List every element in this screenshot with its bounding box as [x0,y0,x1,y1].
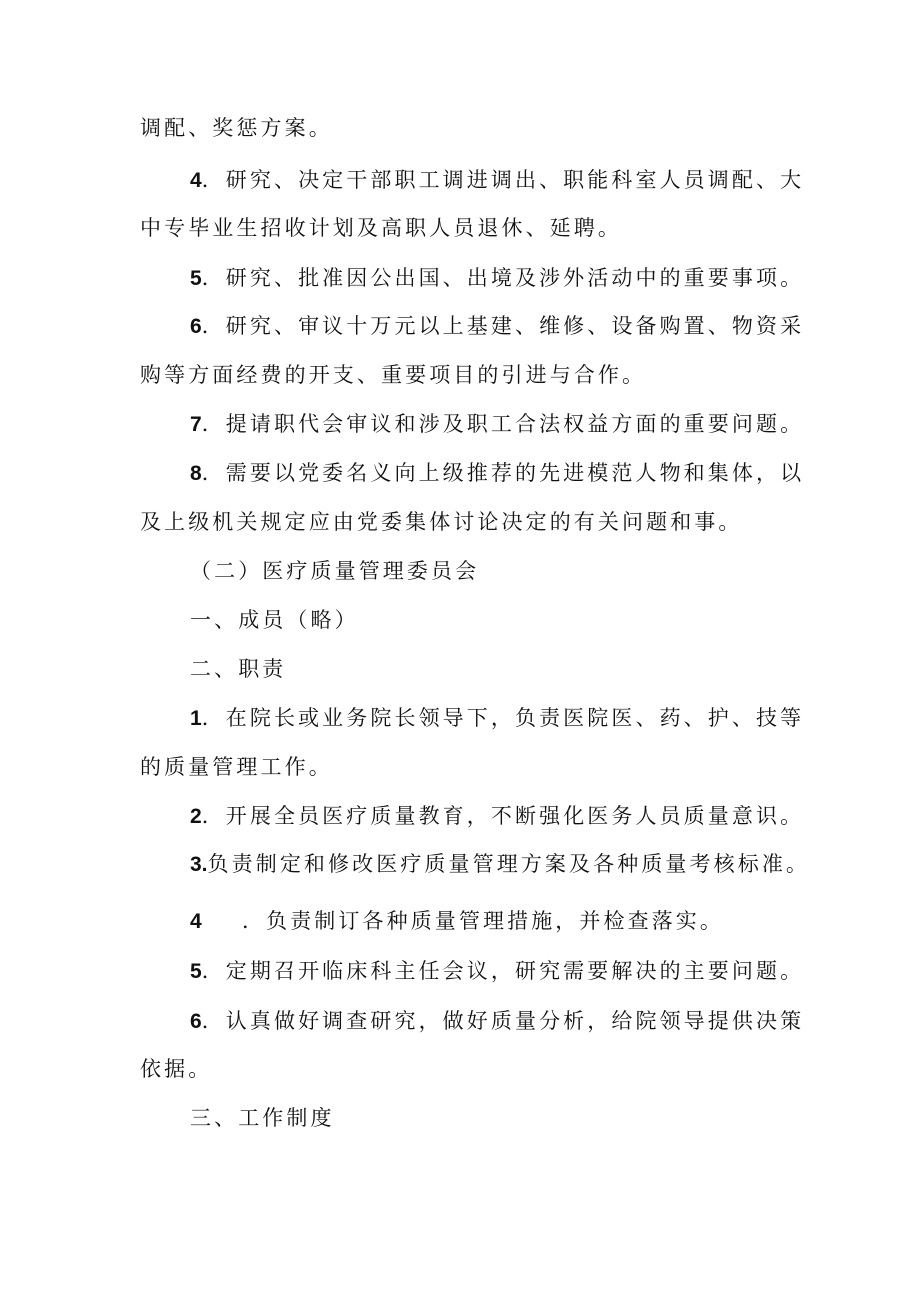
line-text: ．研究、决定干部职工调进调出、职能科室人员调配、大 [201,168,805,192]
paragraph-line [190,906,724,937]
line-text: ．在院长或业务院长领导下，负责医院医、药、护、技等 [201,706,805,730]
paragraph-line [190,849,810,880]
line-text: 一、成员（略） [190,608,359,632]
line-text: ．开展全员医疗质量教育，不断强化医务人员质量意识。 [201,804,805,828]
line-text: ．需要以党委名义向上级推荐的先进模范人物和集体，以 [201,461,805,485]
item-number: 2 [190,805,202,828]
section-heading [190,1103,335,1134]
line-text: 负责制定和修改医疗质量管理方案及各种质量考核标准。 [207,852,811,876]
paragraph-line [190,801,804,832]
paragraph-line [140,360,646,391]
line-text: 依据。 [140,1057,213,1081]
item-number: 4 [190,169,202,192]
item-number: 6 [190,1010,202,1033]
line-text: 中专毕业生招收计划及高职人员退休、延聘。 [140,216,622,240]
paragraph-line [140,113,333,144]
section-heading [190,605,359,636]
paragraph-line [140,752,333,783]
paragraph-line [140,507,743,538]
item-number: 8 [190,462,202,485]
line-text: 三、工作制度 [190,1106,335,1130]
line-text: ．认真做好调查研究，做好质量分析，给院领导提供决策 [201,1009,805,1033]
item-number: 4 [190,910,202,933]
paragraph-line [190,409,804,440]
line-text: 二、职责 [190,657,287,681]
paragraph-line [190,703,804,734]
line-text: （二）医疗质量管理委员会 [190,559,480,583]
item-number: 7 [190,413,202,436]
paragraph-line [140,1054,212,1085]
paragraph-line [190,458,804,489]
paragraph-line [190,311,804,342]
paragraph-line [140,213,622,244]
section-heading [190,654,286,685]
section-heading [190,556,479,587]
line-text: 购等方面经费的开支、重要项目的引进与合作。 [140,363,647,387]
paragraph-line [190,165,804,196]
line-text: ．研究、审议十万元以上基建、维修、设备购置、物资采 [201,314,805,338]
line-text: 及上级机关规定应由党委集体讨论决定的有关问题和事。 [140,510,743,534]
item-number: 5 [190,267,202,290]
paragraph-line [190,263,804,294]
line-text: ．负责制订各种质量管理措施，并检查落实。 [242,909,724,933]
line-text: 的质量管理工作。 [140,755,333,779]
line-text: 调配、奖惩方案。 [140,116,333,140]
item-number: 3. [190,853,208,876]
paragraph-line [190,1006,804,1037]
line-text: ．提请职代会审议和涉及职工合法权益方面的重要问题。 [201,412,805,436]
paragraph-line [190,956,804,987]
line-text: ．研究、批准因公出国、出境及涉外活动中的重要事项。 [201,266,805,290]
item-number: 5 [190,960,202,983]
item-number: 1 [190,707,202,730]
item-number: 6 [190,315,202,338]
line-text: ．定期召开临床科主任会议，研究需要解决的主要问题。 [201,959,805,983]
